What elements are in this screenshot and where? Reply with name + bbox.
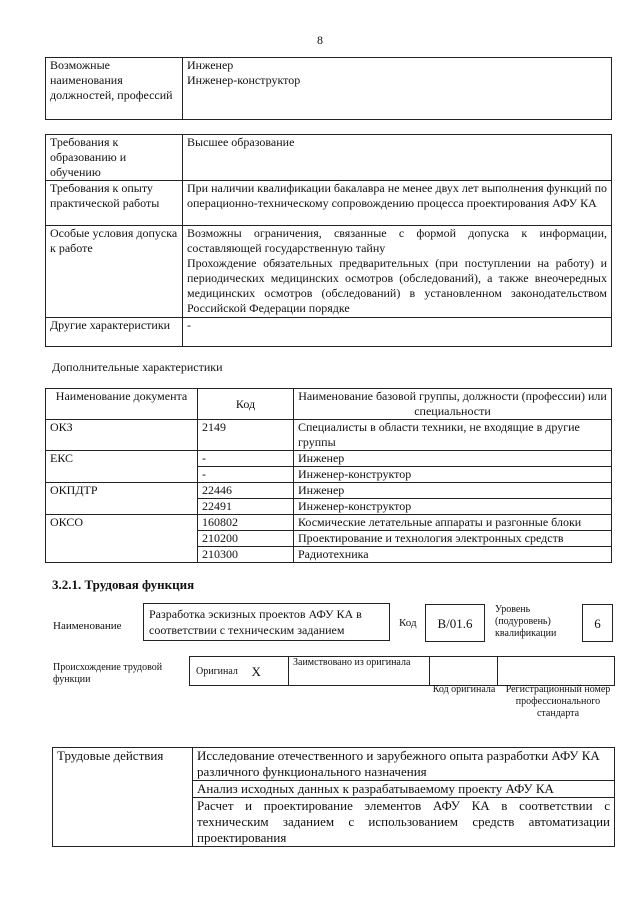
- table-cell-code: -: [198, 467, 294, 483]
- actions-label: Трудовые действия: [53, 748, 193, 847]
- code-original-label: Код оригинала: [432, 684, 496, 695]
- table-cell-name: Инженер: [294, 451, 612, 467]
- position-1: Инженер: [187, 58, 234, 72]
- table-cell-code: 2149: [198, 420, 294, 451]
- req-admission-text-2: Прохождение обязательных предварительных (при поступлении на работу) и периодических медицинских осмотров (обследований), а также внеочередных медицинских осмотров (обследований) в установленном законодательством Российской Федерации порядке: [187, 256, 607, 315]
- page-number: 8: [317, 33, 323, 47]
- additional-title: Дополнительные характеристики: [52, 360, 223, 374]
- reg-number-label: Регистрационный номер профессионального стандарта: [505, 684, 611, 719]
- req-admission-text-1: Возможны ограничения, связанные с формой допуска к информации, составляющей государственную тайну: [187, 226, 607, 255]
- table-cell-doc: ЕКС: [46, 451, 198, 483]
- req-other-value: -: [183, 318, 612, 347]
- table-cell-name: Специалисты в области техники, не входящие в другие группы: [294, 420, 612, 451]
- table-cell-code: -: [198, 451, 294, 467]
- positions-table: [45, 57, 612, 120]
- table-cell-code: 22491: [198, 499, 294, 515]
- requirements-table: [45, 134, 612, 347]
- actions-table: [52, 747, 615, 847]
- req-education-label: Требования к образованию и обучению: [46, 135, 183, 181]
- table-cell-doc: ОКЗ: [46, 420, 198, 451]
- function-name-value: Разработка эскизных проектов АФУ КА в соответствии с техническим заданием: [149, 607, 362, 637]
- action-item: Анализ исходных данных к разрабатываемому проекту АФУ КА: [193, 781, 615, 798]
- positions-values: [183, 58, 612, 120]
- function-code-label: Код: [399, 617, 417, 629]
- origin-label: Происхождение трудовой функции: [53, 662, 163, 685]
- table-cell-name: Космические летательные аппараты и разгонные блоки: [294, 515, 612, 531]
- additional-table: [45, 388, 612, 563]
- position-2: Инженер-конструктор: [187, 73, 301, 87]
- header-document: Наименование документа: [46, 389, 198, 420]
- header-code: Код: [198, 389, 294, 420]
- code-original-cell: [430, 657, 498, 686]
- table-cell-name: Проектирование и технология электронных средств: [294, 531, 612, 547]
- req-admission-value: [183, 226, 612, 318]
- function-name-box: [143, 603, 390, 641]
- positions-label: Возможные наименования должностей, профессий: [46, 58, 183, 120]
- header-name: Наименование базовой группы, должности (профессии) или специальности: [294, 389, 612, 420]
- function-level-label: Уровень (подуровень) квалификации: [495, 604, 557, 639]
- action-item: Исследование отечественного и зарубежного опыта разработки АФУ КА различного функционального назначения: [193, 748, 615, 781]
- req-experience-value: При наличии квалификации бакалавра не менее двух лет выполнения функций по операционно-техническому сопровождению процесса проектирования АФУ КА: [183, 181, 612, 226]
- function-code-box: [425, 604, 485, 642]
- reg-number-cell: [498, 657, 615, 686]
- req-other-label: Другие характеристики: [46, 318, 183, 347]
- table-cell-name: Радиотехника: [294, 547, 612, 563]
- function-heading: 3.2.1. Трудовая функция: [52, 577, 195, 592]
- function-code-value: B/01.6: [437, 616, 473, 631]
- req-admission-label: Особые условия допуска к работе: [46, 226, 183, 318]
- borrowed-label: Заимствовано из оригинала: [289, 657, 430, 686]
- req-education-value: Высшее образование: [183, 135, 612, 181]
- table-cell-code: 210200: [198, 531, 294, 547]
- action-item: Расчет и проектирование элементов АФУ КА в соответствии с техническим заданием с использованием средств автоматизации проектирования: [193, 798, 615, 847]
- function-name-label: Наименование: [53, 620, 122, 632]
- table-cell-doc: ОКСО: [46, 515, 198, 563]
- origin-table: [189, 656, 615, 686]
- table-cell-name: Инженер: [294, 483, 612, 499]
- original-mark: X: [248, 657, 289, 686]
- table-cell-name: Инженер-конструктор: [294, 467, 612, 483]
- req-experience-label: Требования к опыту практической работы: [46, 181, 183, 226]
- original-label: Оригинал: [190, 657, 248, 686]
- table-cell-doc: ОКПДТР: [46, 483, 198, 515]
- table-cell-code: 210300: [198, 547, 294, 563]
- function-level-box: [582, 604, 613, 642]
- table-cell-code: 160802: [198, 515, 294, 531]
- table-cell-code: 22446: [198, 483, 294, 499]
- function-level-value: 6: [594, 616, 601, 631]
- table-cell-name: Инженер-конструктор: [294, 499, 612, 515]
